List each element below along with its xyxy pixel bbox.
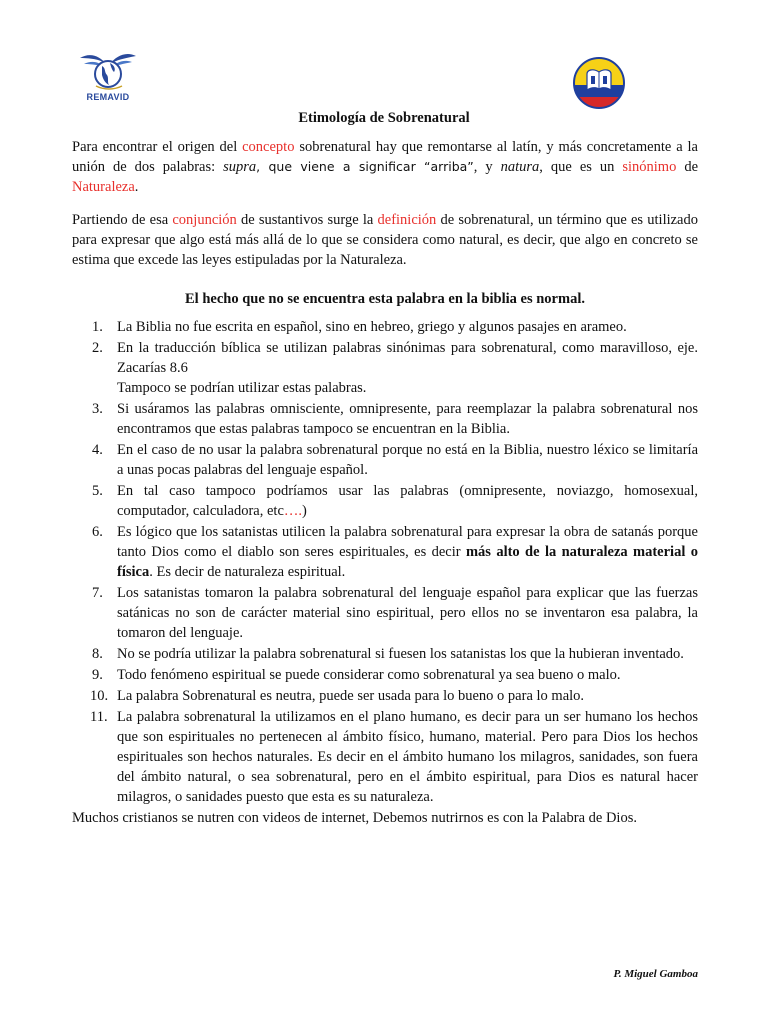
list-item-text: La palabra sobrenatural la utilizamos en el plano humano, es decir para un ser humano los hechos que son espirituales no pertenecen al ámbito físico, humano, material. Pero para Dios los hechos espirituales son hechos naturales. Es decir en el ámbito humano los milagros, sanidades, son fuera del ámbito natural, o sea sobrenatural, pero en el ámbito espiritual, para Dios es natural hacer milagros, o sanidades puesto que esta es su naturaleza. — [117, 709, 698, 805]
naturaleza-link[interactable]: Naturaleza — [72, 179, 135, 195]
list-item-number: 11. — [90, 709, 108, 725]
list-item-number: 7. — [92, 585, 103, 601]
list-item-number: 1. — [92, 319, 103, 335]
list-item-number: 2. — [92, 340, 103, 356]
list-item-number: 10. — [90, 688, 109, 704]
p1-text-j: de — [676, 159, 699, 175]
numbered-list — [72, 317, 698, 807]
list-item — [72, 707, 698, 807]
list-item — [72, 665, 698, 685]
list-item-text: Los satanistas tomaron la palabra sobrenatural del lenguaje español para explicar que las fuerzas satánicas no son de carácter material sino espiritual, pero ellos no se inventaron esa palabra, la tomaron del lenguaje. — [117, 585, 698, 641]
list-item-text: La Biblia no fue escrita en español, sino en hebreo, griego y algunos pasajes en arameo. — [117, 319, 627, 335]
section-subtitle: El hecho que no se encuentra esta palabra en la biblia es normal. — [185, 291, 585, 307]
definicion-link[interactable]: definición — [377, 212, 437, 228]
sinonimo-link[interactable]: sinónimo — [622, 159, 677, 175]
list-item — [72, 399, 698, 439]
list-item-text: No se podría utilizar la palabra sobrenatural si fuesen los satanistas los que la hubieran inventado. — [117, 646, 684, 662]
list-item-tail: . Es decir de naturaleza espiritual. — [149, 564, 346, 580]
globe-dove-icon — [74, 50, 142, 94]
list-item — [72, 522, 698, 582]
list-item-number: 3. — [92, 401, 103, 417]
list-item — [72, 644, 698, 664]
list-item — [72, 338, 698, 398]
list-item — [72, 583, 698, 643]
list-item-text: En el caso de no usar la palabra sobrenatural porque no está en la Biblia, nuestro léxico se limitaría a unas pocas palabras del lenguaje español. — [117, 442, 698, 478]
church-emblem-logo — [572, 56, 626, 110]
list-item-text: En la traducción bíblica se utilizan palabras sinónimas para sobrenatural, como maravilloso, eje. Zacarías 8.6 — [117, 340, 698, 376]
flag-emblem-icon — [572, 56, 626, 110]
list-item — [72, 317, 698, 337]
list-item-text: Todo fenómeno espiritual se puede considerar como sobrenatural ya sea bueno o malo. — [117, 667, 621, 683]
definition-paragraph — [72, 210, 698, 270]
p2-text-a: Partiendo de esa — [72, 212, 173, 228]
document-body — [72, 137, 698, 841]
remavid-logo — [74, 50, 142, 106]
list-item-text: En tal caso tampoco podríamos usar las palabras (omnipresente, noviazgo, homosexual, computador, calculadora, etc — [117, 483, 698, 519]
p1-text-l: . — [134, 179, 139, 195]
p1-text-h: , que es un — [539, 159, 623, 175]
p2-text-e: de sobrenatural, un término que es utilizado para expresar que algo está más allá de lo que se considera como natural, es decir, que algo en concreto se estima que excede las leyes estipuladas por la Naturaleza. — [72, 212, 698, 268]
natura-term: natura — [500, 159, 540, 175]
list-item-number: 5. — [92, 483, 103, 499]
author-signature: P. Miguel Gamboa — [613, 968, 698, 980]
p1-text-f: , y — [473, 159, 501, 175]
intro-paragraph — [72, 137, 698, 197]
list-item-bold: más alto de la naturaleza material o física — [117, 544, 698, 580]
list-item-number: 8. — [92, 646, 103, 662]
list-item-extra: Tampoco se podrían utilizar estas palabras. — [117, 380, 367, 396]
list-item-number: 6. — [92, 524, 103, 540]
list-item — [72, 440, 698, 480]
p2-text-c: de sustantivos surge la — [236, 212, 378, 228]
p1-text-e: , que viene a significar “arriba” — [256, 159, 474, 174]
list-item-number: 9. — [92, 667, 103, 683]
list-item-text: Si usáramos las palabras omnisciente, omnipresente, para reemplazar la palabra sobrenatural nos encontramos que estas palabras tampoco se encuentran en la Biblia. — [117, 401, 698, 437]
conjuncion-link[interactable]: conjunción — [172, 212, 237, 228]
list-item-tail: ) — [302, 503, 307, 519]
list-item — [72, 481, 698, 521]
list-item — [72, 686, 698, 706]
list-item-ellipsis: …. — [283, 503, 303, 519]
p1-text-a: Para encontrar el origen del — [72, 139, 243, 155]
concepto-link[interactable]: concepto — [242, 139, 295, 155]
list-item-text: Es lógico que los satanistas utilicen la palabra sobrenatural para expresar la obra de satanás porque tanto Dios como el diablo son seres espirituales, es decir — [117, 524, 698, 560]
remavid-logo-text: REMAVID — [86, 92, 130, 102]
page-title: Etimología de Sobrenatural — [298, 110, 470, 126]
list-item-number: 4. — [92, 442, 103, 458]
supra-term: supra — [223, 159, 257, 175]
closing-paragraph: Muchos cristianos se nutren con videos de internet, Debemos nutrirnos es con la Palabra de Dios. — [72, 810, 637, 826]
p1-text-c: sobrenatural hay que remontarse al latín, y más concretamente a la unión de dos palabras: — [72, 139, 698, 175]
list-item-text: La palabra Sobrenatural es neutra, puede ser usada para lo bueno o para lo malo. — [117, 688, 585, 704]
